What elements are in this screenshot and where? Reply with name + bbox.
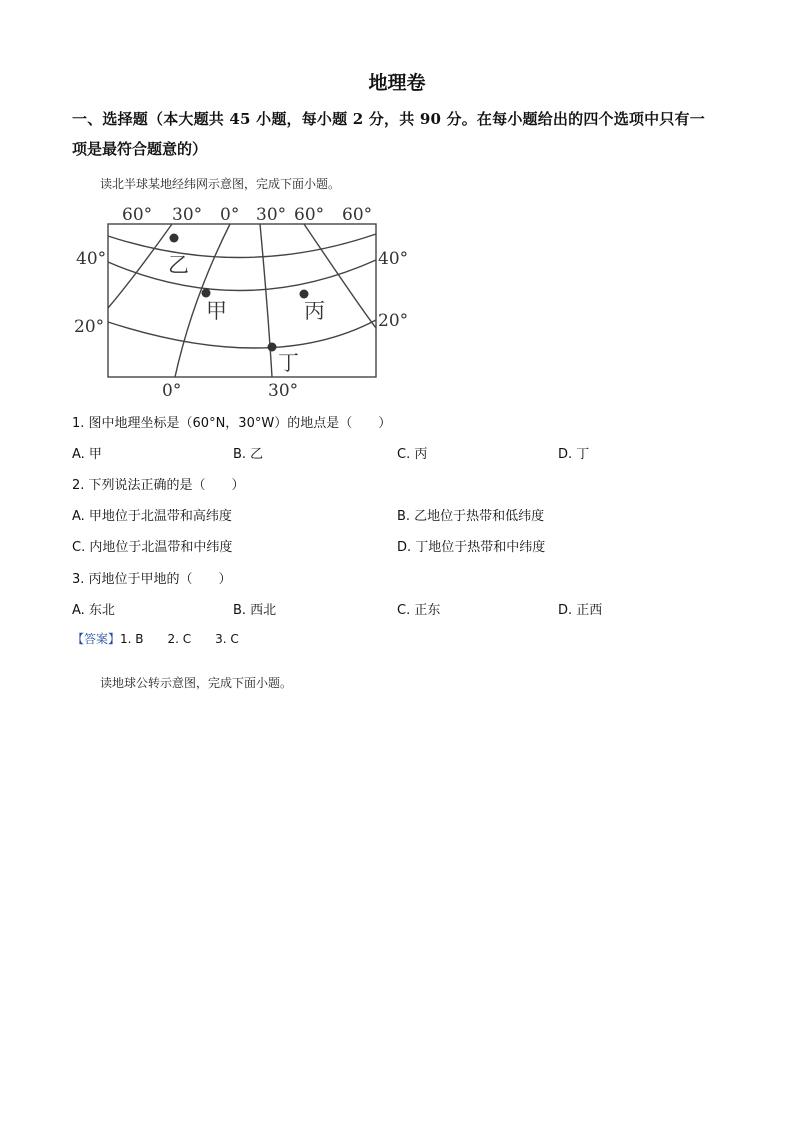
answer-label: 【答案】 <box>72 632 121 646</box>
lat-label-right: 20° <box>378 311 409 331</box>
lon-label-bottom: 30° <box>268 381 299 401</box>
lat-label-left: 40° <box>76 249 107 269</box>
question-2-option-a[interactable]: A. 甲地位于北温带和高纬度 <box>72 509 232 524</box>
graticule-map-figure <box>72 200 422 405</box>
lon-label-bottom: 0° <box>162 381 182 401</box>
point-jia <box>202 289 211 298</box>
question-2-stem: 2. 下列说法正确的是（ ） <box>72 478 245 493</box>
point-bing <box>300 290 309 299</box>
meridian-30e <box>260 224 272 377</box>
point-label-jia: 甲 <box>206 299 227 323</box>
question-3-option-d[interactable]: D. 正西 <box>558 603 603 618</box>
section-heading-line2: 项是最符合题意的） <box>72 140 208 158</box>
point-label-bing: 丙 <box>304 299 325 323</box>
lon-label-top: 60° <box>122 205 153 225</box>
parallel-60 <box>108 234 376 258</box>
intro-text-1: 读北半球某地经纬网示意图，完成下面小题。 <box>100 177 341 191</box>
parallel-20 <box>108 320 376 348</box>
intro-text-2: 读地球公转示意图，完成下面小题。 <box>100 676 293 690</box>
question-1-option-c[interactable]: C. 丙 <box>397 447 428 462</box>
question-3-option-a[interactable]: A. 东北 <box>72 603 115 618</box>
point-label-ding: 丁 <box>278 351 299 375</box>
question-1-option-d[interactable]: D. 丁 <box>558 447 590 462</box>
parallel-40 <box>108 260 376 291</box>
point-yi <box>170 234 179 243</box>
lon-label-top: 30° <box>172 205 203 225</box>
question-2-option-b[interactable]: B. 乙地位于热带和低纬度 <box>397 509 545 524</box>
answer-text: 1. B 2. C 3. C <box>120 632 239 646</box>
section-heading-line1: 一、选择题（本大题共 45 小题，每小题 2 分，共 90 分。在每小题给出的四个选项中只有一 <box>72 110 705 128</box>
question-2-option-d[interactable]: D. 丁地位于热带和中纬度 <box>397 540 546 555</box>
lon-label-top: 0° <box>220 205 240 225</box>
point-label-yi: 乙 <box>168 253 189 277</box>
lon-label-top: 30° <box>256 205 287 225</box>
question-2-option-c[interactable]: C. 内地位于北温带和中纬度 <box>72 540 233 555</box>
lat-label-left: 20° <box>74 317 105 337</box>
question-3-stem: 3. 丙地位于甲地的（ ） <box>72 572 232 587</box>
point-ding <box>268 343 277 352</box>
lon-label-top: 60° <box>294 205 325 225</box>
question-1-stem: 1. 图中地理坐标是（60°N，30°W）的地点是（ ） <box>72 416 392 431</box>
question-1-option-a[interactable]: A. 甲 <box>72 447 102 462</box>
answer-line <box>72 630 239 647</box>
question-1-option-b[interactable]: B. 乙 <box>233 447 264 462</box>
page-title: 地理卷 <box>368 72 426 94</box>
question-3-option-c[interactable]: C. 正东 <box>397 603 441 618</box>
question-3-option-b[interactable]: B. 西北 <box>233 603 277 618</box>
lon-label-top: 60° <box>342 205 373 225</box>
lat-label-right: 40° <box>378 249 409 269</box>
